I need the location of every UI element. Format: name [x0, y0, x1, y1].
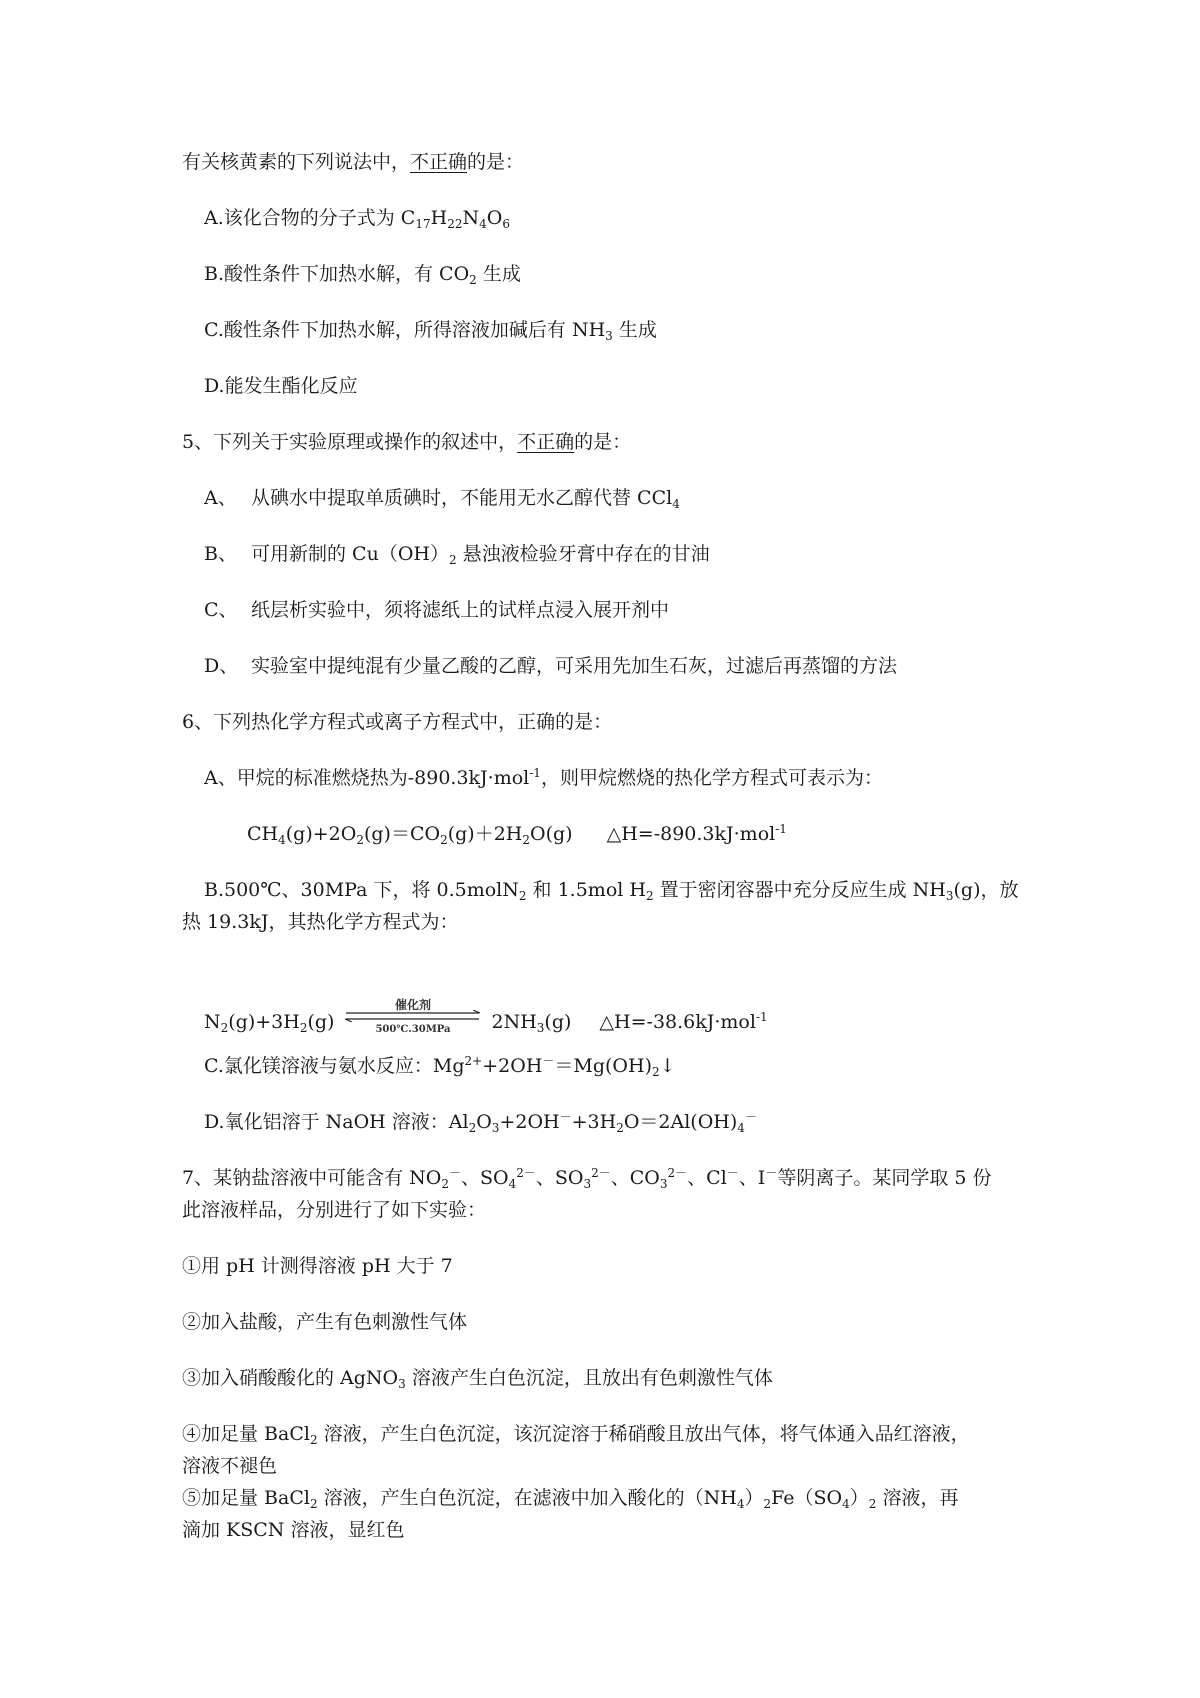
- q4-option-a: A.该化合物的分子式为 $C_{17}H_{22}N_4O_6$: [204, 207, 510, 231]
- q7-experiment-2: ②加入盐酸，产生有色刺激性气体: [182, 1311, 468, 1333]
- q5-option-a: A、 从碘水中提取单质碘时，不能用无水乙醇代替 CCl$_4$: [204, 487, 680, 511]
- option-label: D、: [204, 655, 239, 677]
- q7-experiment-4-line2: 溶液不褪色: [182, 1455, 278, 1477]
- q4-option-b: B.酸性条件下加热水解，有 $CO_2$ 生成: [204, 263, 521, 287]
- q5-option-c: C、 纸层析实验中，须将滤纸上的试样点浸入展开剂中: [204, 599, 670, 621]
- q6-equation-b: $N_2(g)+3H_2(g)$ 催化剂 500℃.30MPa $2NH_3(g)$ △H=-38.6kJ·mol$^{-1}$: [204, 998, 768, 1040]
- q6-stem: 6、下列热化学方程式或离子方程式中，正确的是：: [182, 711, 613, 733]
- underlined-emphasis: 不正确: [517, 431, 575, 453]
- q7-stem-line2: 此溶液样品，分别进行了如下实验：: [182, 1199, 487, 1221]
- underlined-emphasis: 不正确: [410, 151, 468, 173]
- q6-equation-a: $CH_4(g)+2O_2(g)=CO_2(g)+2H_2O(g)$ △H=-890.3kJ·mol$^{-1}$: [247, 822, 787, 847]
- q6-option-b-line2: 热 19.3kJ，其热化学方程式为：: [182, 911, 459, 933]
- q5-option-b: B、 可用新制的 $Cu(OH)_2$ 悬浊液检验牙膏中存在的甘油: [204, 543, 710, 567]
- option-label: C、: [204, 599, 238, 621]
- q7-experiment-3: ③加入硝酸酸化的 AgNO$_3$ 溶液产生白色沉淀，且放出有色刺激性气体: [182, 1367, 773, 1391]
- q6-option-b-line1: B.500℃、30MPa 下，将 0.5molN$_2$ 和 1.5mol $H_2$ 置于密闭容器中充分反应生成 $NH_3(g)$，放: [204, 879, 1019, 903]
- q7-experiment-4-line1: ④加足量 BaCl$_2$ 溶液，产生白色沉淀，该沉淀溶于稀硝酸且放出气体，将气体通入品红溶液，: [182, 1423, 970, 1447]
- q4-option-c: C.酸性条件下加热水解，所得溶液加碱后有 $NH_3$ 生成: [204, 319, 657, 343]
- q6-option-c: C.氯化镁溶液与氨水反应：$Mg^{2+}+2OH^-=Mg(OH)_2↓$: [204, 1054, 676, 1079]
- reversible-arrow-icon: [340, 998, 485, 1040]
- option-label: B、: [204, 543, 237, 565]
- q6-option-d: D.氧化铝溶于 NaOH 溶液：$Al_2O_3+2OH^-+3H_2O=2Al(OH)_4^-$: [204, 1110, 757, 1135]
- condition-label: 500℃.30MPa: [375, 1024, 451, 1035]
- q4-option-d: D.能发生酯化反应: [204, 375, 358, 397]
- option-label: A、: [204, 487, 237, 509]
- q5-option-d: D、 实验室中提纯混有少量乙酸的乙醇，可采用先加生石灰，过滤后再蒸馏的方法: [204, 655, 898, 677]
- catalyst-label: 催化剂: [394, 998, 431, 1012]
- q7-experiment-1: ①用 pH 计测得溶液 pH 大于 7: [182, 1255, 453, 1277]
- q7-stem-line1: 7、某钠盐溶液中可能含有 $NO_2^-$、$SO_4^{2-}$、$SO_3^{2-}$、$CO_3^{2-}$、Cl－、I－等阴离子。某同学取 5 份: [182, 1166, 992, 1191]
- q7-experiment-5-line2: 滴加 KSCN 溶液，显红色: [182, 1519, 405, 1541]
- q6-option-a: A、甲烷的标准燃烧热为-890.3kJ·mol$^{-1}$，则甲烷燃烧的热化学方程式可表示为：: [204, 766, 883, 789]
- q5-stem: 5、下列关于实验原理或操作的叙述中，不正确的是：: [182, 431, 632, 453]
- q7-experiment-5-line1: ⑤加足量 BaCl$_2$ 溶液，产生白色沉淀，在滤液中加入酸化的$(NH_4)_2Fe(SO_4)_2$ 溶液，再: [182, 1487, 959, 1511]
- question-intro: 有关核黄素的下列说法中，不正确的是：: [182, 151, 525, 173]
